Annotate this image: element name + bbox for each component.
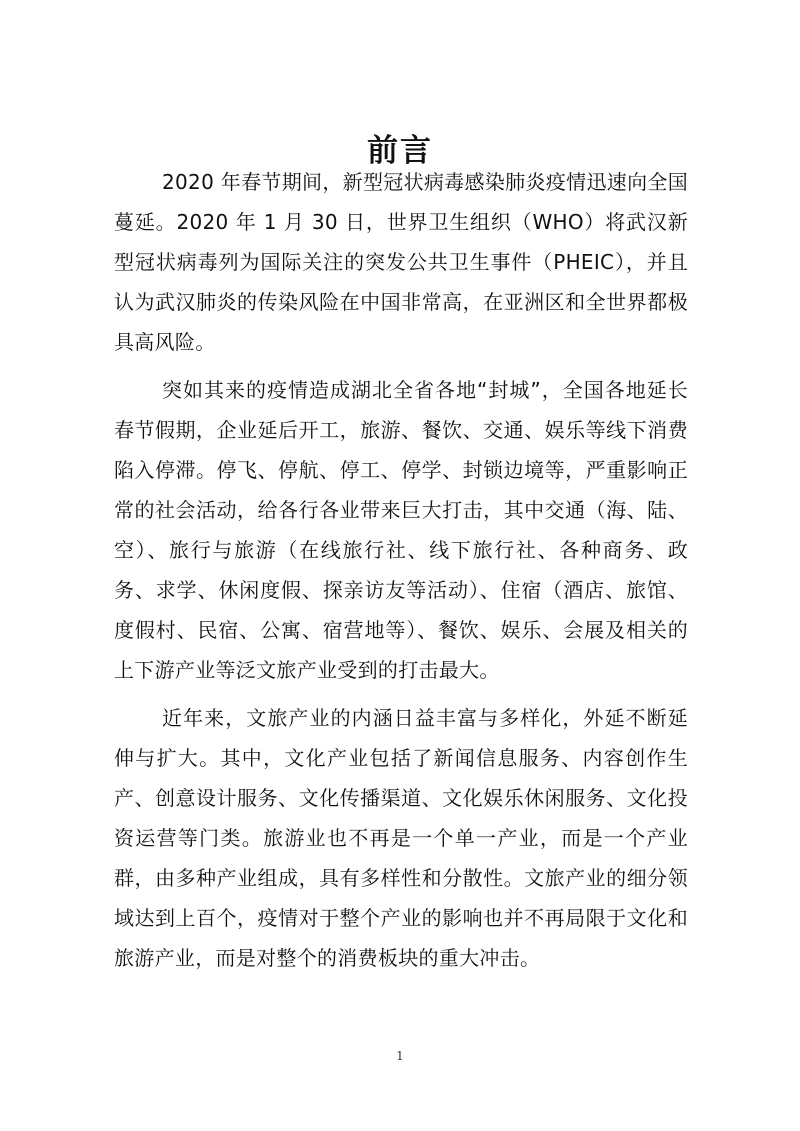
- paragraph-1: 2020 年春节期间，新型冠状病毒感染肺炎疫情迅速向全国蔓延。2020 年 1 月 30 日，世界卫生组织（WHO）将武汉新型冠状病毒列为国际关注的突发公共卫生事件（PHEIC），并且认为武汉肺炎的传染风险在中国非常高，在亚洲区和全世界都极具高风险。: [114, 170, 688, 354]
- paragraph-2: 突如其来的疫情造成湖北全省各地“封城”，全国各地延长春节假期，企业延后开工，旅游、餐饮、交通、娱乐等线下消费陷入停滞。停飞、停航、停工、停学、封锁边境等，严重影响正常的社会活动，给各行各业带来巨大打击，其中交通（海、陆、空）、旅行与旅游（在线旅行社、线下旅行社、各种商务、政务、求学、休闲度假、探亲访友等活动）、住宿（酒店、旅馆、度假村、民宿、公寓、宿营地等）、餐饮、娱乐、会展及相关的上下游产业等泛文旅产业受到的打击最大。: [114, 378, 688, 682]
- page-title: 前言: [367, 132, 433, 169]
- paragraph-3: 近年来，文旅产业的内涵日益丰富与多样化，外延不断延伸与扩大。其中，文化产业包括了新闻信息服务、内容创作生产、创意设计服务、文化传播渠道、文化娱乐休闲服务、文化投资运营等门类。旅游业也不再是一个单一产业，而是一个产业群，由多种产业组成，具有多样性和分散性。文旅产业的细分领域达到上百个，疫情对于整个产业的影响也并不再局限于文化和旅游产业，而是对整个的消费板块的重大冲击。: [114, 706, 688, 970]
- page-number: 1: [396, 1049, 404, 1063]
- body-text: [114, 162, 688, 978]
